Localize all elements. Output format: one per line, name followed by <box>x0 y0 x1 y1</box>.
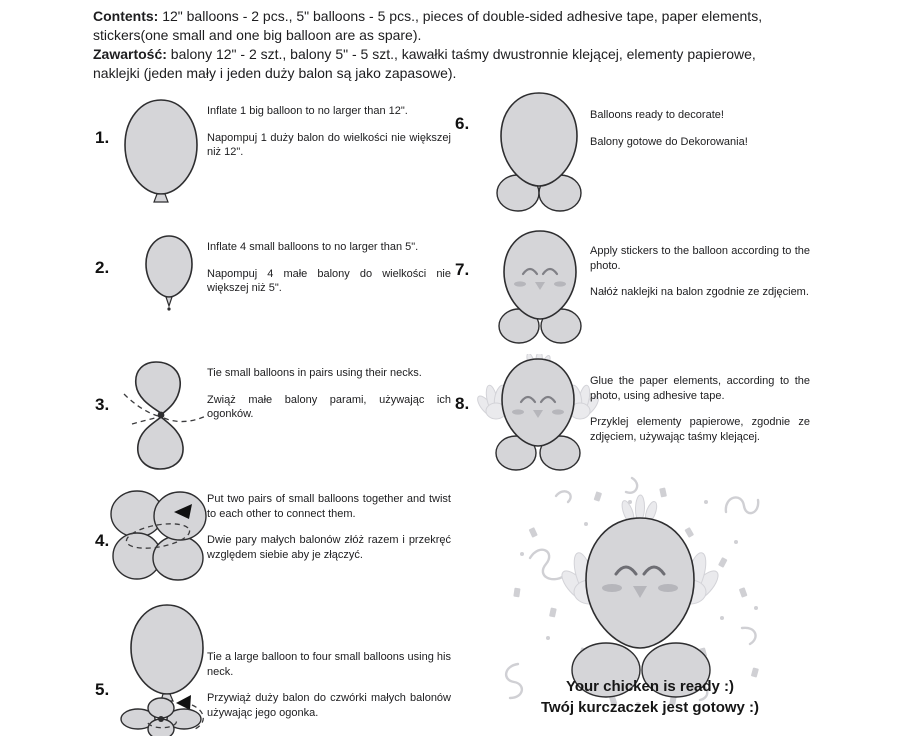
assembled-balloons-figure <box>488 90 590 217</box>
step-text-pl: Zwiąż małe balony parami, używając ich ogonków. <box>207 393 451 420</box>
step-number: 2. <box>95 258 110 277</box>
chicken-with-paper-elements-figure <box>474 354 602 477</box>
step-text-pl: Przyklej elementy papierowe, zgodnie ze zdjęciem, używając taśmy klejącej. <box>590 416 810 443</box>
step-2 <box>90 228 460 343</box>
step-text <box>207 492 451 574</box>
contents-line-en-1: Contents: 12" balloons - 2 pcs., 5" balloons - 5 pcs., pieces of double-sided adhesive tape, paper elements, <box>93 8 763 24</box>
step-text-pl: Dwie pary małych balonów złóż razem i przekręć względem siebie aby je złączyć. <box>207 534 451 561</box>
step-text <box>207 650 451 732</box>
step-text-en: Inflate 1 big balloon to no larger than 12". <box>207 105 408 117</box>
step-8 <box>450 352 820 477</box>
step-7 <box>450 224 820 349</box>
step-text-en: Tie a large balloon to four small balloons using his neck. <box>207 651 451 678</box>
step-text <box>207 104 451 172</box>
contents-label-pl: Zawartość: <box>93 46 167 62</box>
ready-message <box>480 676 820 718</box>
step-text-en: Balloons ready to decorate! <box>590 109 724 121</box>
contents-line-en-2: stickers(one small and one big balloon are as spare). <box>93 27 422 43</box>
balloon-with-sticker-face-figure <box>492 228 588 349</box>
step-text <box>590 374 810 456</box>
step-text-en: Apply stickers to the balloon according to the photo. <box>590 245 810 272</box>
step-number: 8. <box>455 394 470 413</box>
contents-header <box>93 7 819 83</box>
step-text-pl: Napompuj 1 duży balon do wielkości nie większej niż 12". <box>207 131 451 158</box>
step-number: 7. <box>455 260 470 279</box>
step-5 <box>90 598 460 736</box>
step-number: 1. <box>95 128 110 147</box>
finished-chicken-section <box>480 468 820 736</box>
step-text <box>590 244 810 312</box>
four-balloon-cluster-figure <box>104 486 212 591</box>
tied-balloon-pair-figure-number: 3. <box>95 395 110 414</box>
contents-line-pl-1: Zawartość: balony 12" - 2 szt., balony 5" - 5 szt., kawałki taśmy dwustronnie klejącej, elementy papierowe, <box>93 46 756 62</box>
step-1 <box>90 95 460 225</box>
step-text-pl: Nałóż naklejki na balon zgodnie ze zdjęciem. <box>590 286 809 298</box>
step-text-pl: Napompuj 4 małe balony do wielkości nie większej niż 5". <box>207 267 451 294</box>
step-text-pl: Przywiąż duży balon do czwórki małych balonów używając jego ogonka. <box>207 692 451 719</box>
step-text-en: Inflate 4 small balloons to no larger than 5". <box>207 241 419 253</box>
step-text <box>207 366 451 434</box>
small-balloon-figure <box>140 233 198 320</box>
contents-line-pl-2: naklejki (jeden mały i jeden duży balon są jako zapasowe). <box>93 65 457 81</box>
tied-balloon-pair-figure <box>110 358 210 475</box>
step-text-en: Put two pairs of small balloons together and twist to each other to connect them. <box>207 493 451 520</box>
step-4 <box>90 476 460 596</box>
step-number: 4. <box>95 531 110 550</box>
ready-message-en: Your chicken is ready :) <box>565 678 735 695</box>
step-text-en: Tie small balloons in pairs using their necks. <box>207 367 422 379</box>
step-number: 5. <box>95 680 110 699</box>
step-text-en: Glue the paper elements, according to the photo, using adhesive tape. <box>590 375 810 402</box>
step-3 <box>90 352 460 472</box>
step-number: 6. <box>455 114 470 133</box>
ready-message-pl: Twój kurczaczek jest gotowy :) <box>540 699 760 716</box>
big-balloon-figure <box>115 97 207 220</box>
step-text <box>590 108 810 161</box>
step-6 <box>450 88 820 218</box>
contents-label-en: Contents: <box>93 8 159 24</box>
step-text-pl: Balony gotowe do Dekorowania! <box>590 135 748 148</box>
step-text <box>207 240 451 308</box>
